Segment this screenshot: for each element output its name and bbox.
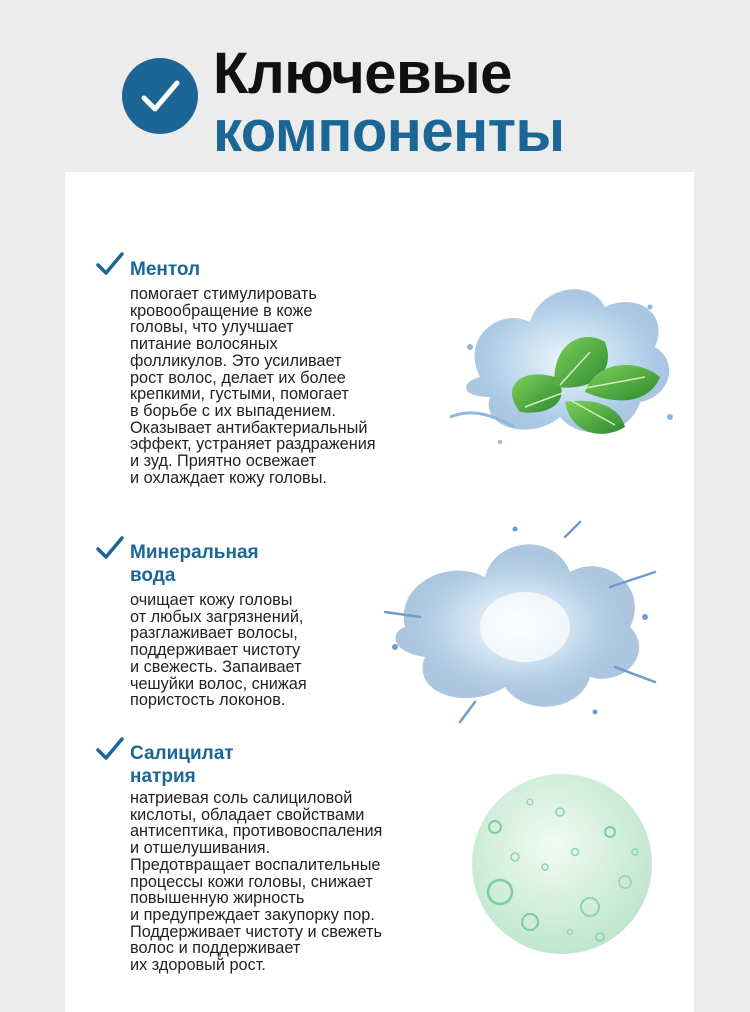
item-title-sodium-salicylate-line1: Салицилат: [130, 743, 234, 764]
item-title-mineral-water-line2: вода: [130, 565, 176, 586]
item-text-menthol: помогает стимулировать кровообращение в коже головы, что улучшает питание волосяных фолликулов. Это усиливает рост волос, делает их более крепкими, густыми, помогает в борьбе с их выпадением. Оказывает антибактериальный эффект, устраняет раздражения и зуд. Приятно освежает и охлаждает кожу головы.: [130, 285, 376, 487]
item-title-sodium-salicylate-line2: натрия: [130, 766, 196, 787]
page-title-line2: компоненты: [213, 99, 565, 164]
checkmark-icon: [95, 534, 125, 562]
water-splash-image: [365, 517, 665, 727]
checkmark-icon: [138, 76, 182, 116]
mint-leaves-image: [420, 267, 690, 477]
header-check-badge: [122, 58, 198, 134]
item-text-sodium-salicylate: натриевая соль салициловой кислоты, обладает свойствами антисептика, противовоспаления и отшелушивания. Предотвращает воспалительные процессы кожи головы, снижает повышенную жирность и предупреждает закупорку пор. Поддерживает чистоту и свежеть волос и поддерживает их здоровый рост.: [130, 789, 383, 975]
green-gel-bubbles-image: [470, 772, 655, 957]
item-text-mineral-water: очищает кожу головы от любых загрязнений, разглаживает волосы, поддерживает чистоту и свежесть. Запаивает чешуйки волос, снижая пористость локонов.: [130, 591, 307, 710]
checkmark-icon: [95, 250, 125, 278]
page-title-line1: Ключевые: [213, 41, 512, 106]
item-title-mineral-water-line1: Минеральная: [130, 542, 259, 563]
components-card: [65, 172, 694, 1012]
item-title-menthol: Ментол: [130, 259, 201, 280]
checkmark-icon: [95, 735, 125, 763]
